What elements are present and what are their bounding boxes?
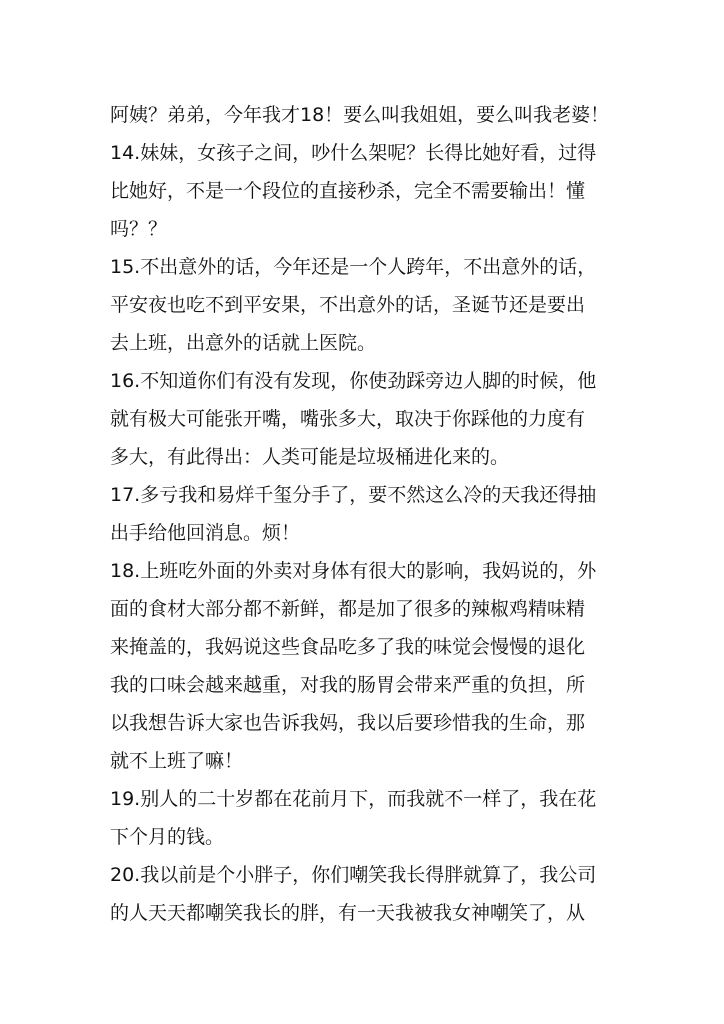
text-line: 就不上班了嘛！ [110, 750, 244, 772]
text-line: 阿姨？弟弟，今年我才18！要么叫我姐姐，要么叫我老婆！ [110, 104, 610, 126]
text-line: 就有极大可能张开嘴，嘴张多大，取决于你踩他的力度有 [110, 408, 586, 430]
text-line: 下个月的钱。 [110, 826, 225, 848]
text-line: 多大，有此得出：人类可能是垃圾桶进化来的。 [110, 446, 510, 468]
text-line: 20.我以前是个小胖子，你们嘲笑我长得胖就算了，我公司 [110, 864, 597, 886]
text-line: 面的食材大部分都不新鲜，都是加了很多的辣椒鸡精味精 [110, 598, 586, 620]
text-line: 15.不出意外的话，今年还是一个人跨年，不出意外的话， [110, 256, 597, 278]
text-line: 去上班，出意外的话就上医院。 [110, 332, 377, 354]
text-line: 14.妹妹，女孩子之间，吵什么架呢？长得比她好看，过得 [110, 142, 597, 164]
text-line: 16.不知道你们有没有发现，你使劲踩旁边人脚的时候，他 [110, 370, 597, 392]
text-line: 出手给他回消息。烦！ [110, 522, 301, 544]
text-line: 17.多亏我和易烊千玺分手了，要不然这么冷的天我还得抽 [110, 484, 597, 506]
text-line: 我的口味会越来越重，对我的肠胃会带来严重的负担，所 [110, 674, 586, 696]
text-line: 的人天天都嘲笑我长的胖，有一天我被我女神嘲笑了，从 [110, 902, 586, 924]
document-body [110, 96, 618, 932]
text-line: 以我想告诉大家也告诉我妈，我以后要珍惜我的生命，那 [110, 712, 586, 734]
text-line: 来掩盖的，我妈说这些食品吃多了我的味觉会慢慢的退化 [110, 636, 586, 658]
text-line: 19.别人的二十岁都在花前月下，而我就不一样了，我在花 [110, 788, 597, 810]
text-line: 吗？？ [110, 218, 168, 240]
text-line: 平安夜也吃不到平安果，不出意外的话，圣诞节还是要出 [110, 294, 586, 316]
text-line: 18.上班吃外面的外卖对身体有很大的影响，我妈说的，外 [110, 560, 597, 582]
text-line: 比她好，不是一个段位的直接秒杀，完全不需要输出！懂 [110, 180, 586, 202]
